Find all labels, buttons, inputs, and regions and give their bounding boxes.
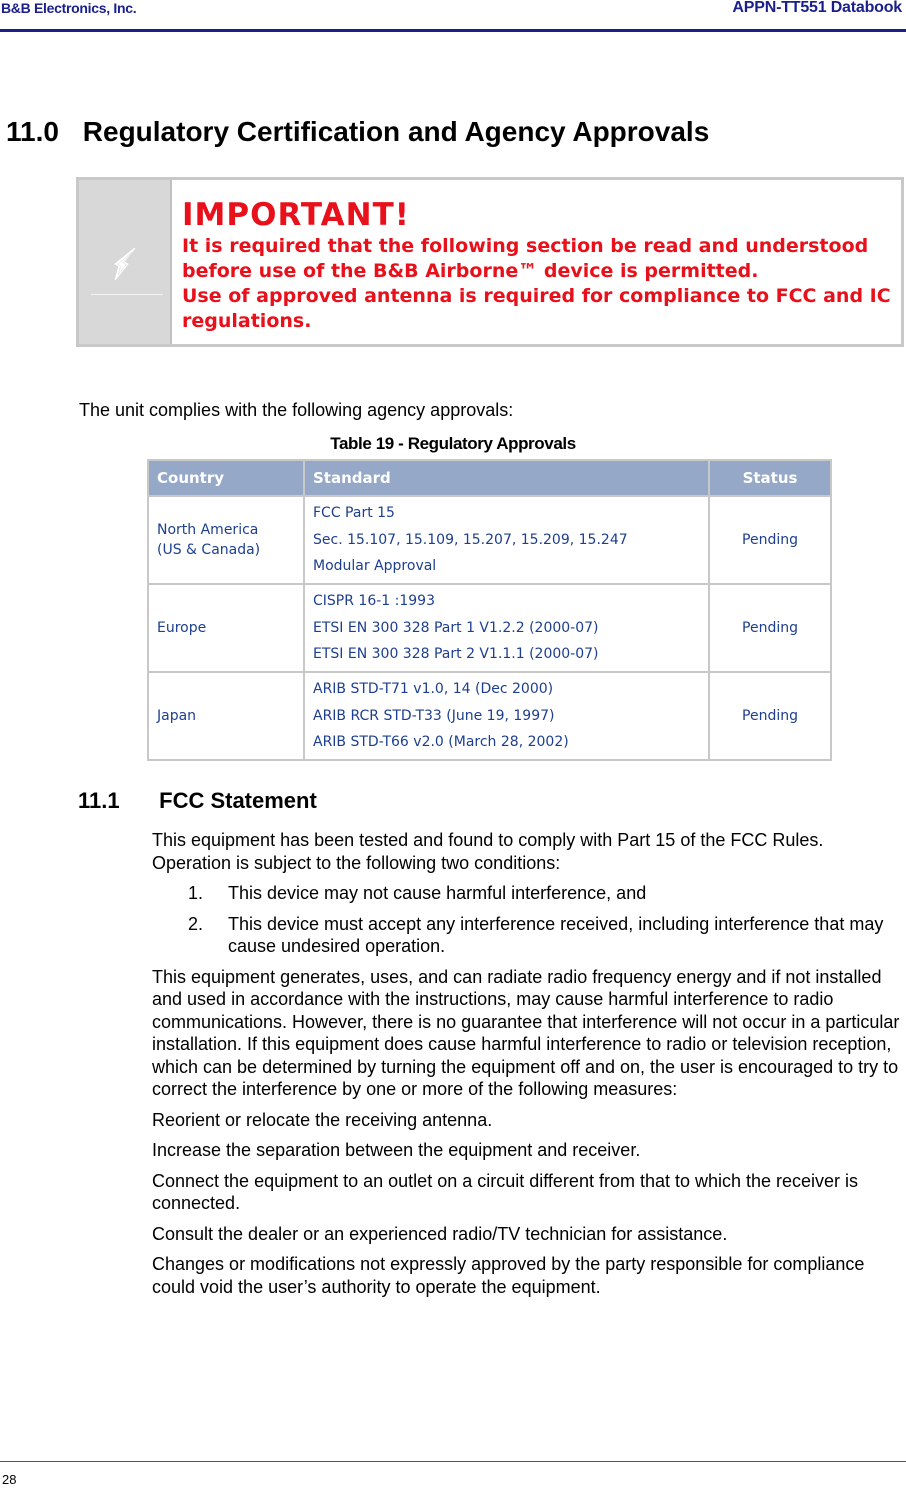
country-line: Europe (157, 620, 207, 636)
status-cell: Pending (710, 673, 830, 759)
conditions-list (152, 882, 906, 958)
approvals-table (147, 459, 832, 761)
column-header-standard: Standard (305, 461, 708, 495)
list-item (152, 913, 906, 958)
standard-cell (305, 585, 708, 671)
measure-item: Connect the equipment to an outlet on a circuit different from that to which the receiver is connected. (152, 1170, 859, 1213)
measure-item: Reorient or relocate the receiving antenna. (152, 1109, 493, 1130)
callout-line: Use of approved antenna is required for compliance to FCC and IC (182, 285, 891, 307)
standard-line: ARIB STD-T71 v1.0, 14 (Dec 2000) (313, 681, 554, 698)
standard-line: FCC Part 15 (313, 505, 395, 522)
measure-item: Consult the dealer or an experienced radio/TV technician for assistance. (152, 1223, 728, 1244)
measure-item: Increase the separation between the equipment and receiver. (152, 1140, 641, 1160)
list-text: This device must accept any interference received, including interference that may cause undesired operation. (228, 913, 884, 956)
status-cell: Pending (710, 585, 830, 671)
section-heading (6, 116, 709, 148)
standard-cell (305, 673, 708, 759)
fcc-statement-body (152, 829, 906, 1306)
section-title: Regulatory Certification and Agency Approvals (82, 116, 710, 147)
country-cell (149, 585, 303, 671)
table-row (149, 673, 830, 759)
standard-line: ETSI EN 300 328 Part 1 V1.2.2 (2000-07) (313, 619, 599, 636)
country-line: Japan (157, 708, 197, 724)
callout-text (182, 196, 898, 334)
status-cell: Pending (710, 497, 830, 583)
subsection-title: FCC Statement (159, 788, 317, 813)
country-cell (149, 497, 303, 583)
lightning-bolt-icon (108, 246, 142, 282)
page-number: 28 (2, 1472, 17, 1487)
table-row (149, 497, 830, 583)
callout-line: regulations. (182, 310, 312, 332)
subsection-number: 11.1 (78, 788, 120, 813)
section-number: 11.0 (6, 116, 59, 147)
standard-cell (305, 497, 708, 583)
list-item (152, 882, 906, 905)
intro-text: The unit complies with the following agency approvals: (79, 400, 514, 420)
country-line: (US & Canada) (157, 542, 261, 558)
page-header (0, 0, 906, 32)
table-row (149, 585, 830, 671)
icon-divider (91, 294, 163, 295)
list-number: 2. (188, 913, 204, 934)
footer-divider (0, 1461, 906, 1462)
country-cell (149, 673, 303, 759)
callout-line: It is required that the following section be read and understood (182, 235, 869, 257)
subsection-heading (78, 788, 317, 814)
standard-line: ARIB STD-T66 v2.0 (March 28, 2002) (313, 734, 569, 751)
company-name: B&B Electronics, Inc. (1, 0, 137, 16)
column-header-status: Status (710, 461, 830, 495)
document-title: APPN-TT551 Databook (732, 0, 902, 16)
standard-line: Sec. 15.107, 15.109, 15.207, 15.209, 15.247 (313, 531, 628, 548)
country-line: North America (157, 522, 259, 538)
table-caption: Table 19 - Regulatory Approvals (330, 434, 576, 453)
list-text: This device may not cause harmful interference, and (228, 883, 647, 903)
standard-line: CISPR 16-1 :1993 (313, 593, 435, 610)
paragraph: This equipment has been tested and found to comply with Part 15 of the FCC Rules. Operation is subject to the following two conditions: (152, 830, 839, 873)
column-header-country: Country (149, 461, 303, 495)
standard-line: Modular Approval (313, 558, 437, 575)
important-callout (76, 177, 904, 347)
table-header-row (149, 461, 830, 495)
standard-line: ETSI EN 300 328 Part 2 V1.1.1 (2000-07) (313, 646, 599, 663)
callout-line: before use of the B&B Airborne™ device is permitted. (182, 260, 759, 282)
standard-line: ARIB RCR STD-T33 (June 19, 1997) (313, 707, 555, 724)
paragraph: This equipment generates, uses, and can radiate radio frequency energy and if not installed and used in accordance with the instructions, may cause harmful interference to radio communications. However, there is no guarantee that interference will not occur in a particular installation. If this equipment does cause harmful interference to radio or television reception, which can be determined by turning the equipment off and on, the user is encouraged to try to correct the interference by one or more of the following measures: (152, 966, 900, 1099)
list-number: 1. (188, 883, 204, 903)
paragraph: Changes or modifications not expressly approved by the party responsible for compliance could void the user’s authority to operate the equipment. (152, 1254, 865, 1297)
important-title: IMPORTANT! (182, 197, 410, 233)
callout-icon-cell (79, 180, 172, 344)
